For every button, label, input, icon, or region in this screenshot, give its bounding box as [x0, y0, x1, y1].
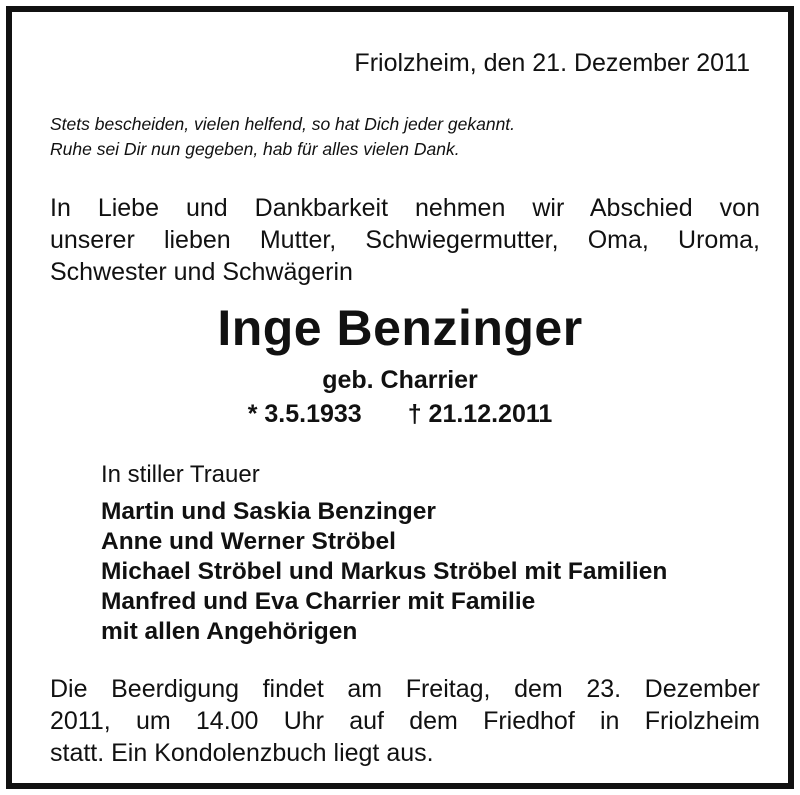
mourner-line: Michael Ströbel und Markus Ströbel mit Familien	[101, 558, 668, 585]
mourning-label: In stiller Trauer	[101, 461, 260, 488]
obituary-notice	[6, 6, 794, 789]
mourner-line: Martin und Saskia Benzinger	[101, 498, 436, 525]
intro-line: In Liebe und Dankbarkeit nehmen wir Abschied von	[50, 194, 760, 222]
maiden-name: geb. Charrier	[322, 366, 478, 394]
mourner-line: mit allen Angehörigen	[101, 618, 358, 645]
place-date: Friolzheim, den 21. Dezember 2011	[354, 49, 750, 77]
intro-line: unserer lieben Mutter, Schwiegermutter, Oma, Uroma,	[50, 226, 760, 254]
funeral-line: statt. Ein Kondolenzbuch liegt aus.	[50, 739, 434, 767]
motto-line: Ruhe sei Dir nun gegeben, hab für alles vielen Dank.	[50, 139, 460, 159]
motto-line: Stets bescheiden, vielen helfend, so hat Dich jeder gekannt.	[50, 114, 516, 134]
funeral-line: Die Beerdigung findet am Freitag, dem 23. Dezember	[50, 675, 760, 703]
funeral-line: 2011, um 14.00 Uhr auf dem Friedhof in Friolzheim	[50, 707, 760, 735]
life-dates	[12, 400, 788, 429]
deceased-name: Inge Benzinger	[217, 300, 583, 356]
mourner-line: Anne und Werner Ströbel	[101, 528, 396, 555]
mourner-line: Manfred und Eva Charrier mit Familie	[101, 588, 536, 615]
birth-date: * 3.5.1933	[247, 400, 362, 428]
intro-line: Schwester und Schwägerin	[50, 258, 353, 286]
death-date: † 21.12.2011	[407, 400, 553, 428]
